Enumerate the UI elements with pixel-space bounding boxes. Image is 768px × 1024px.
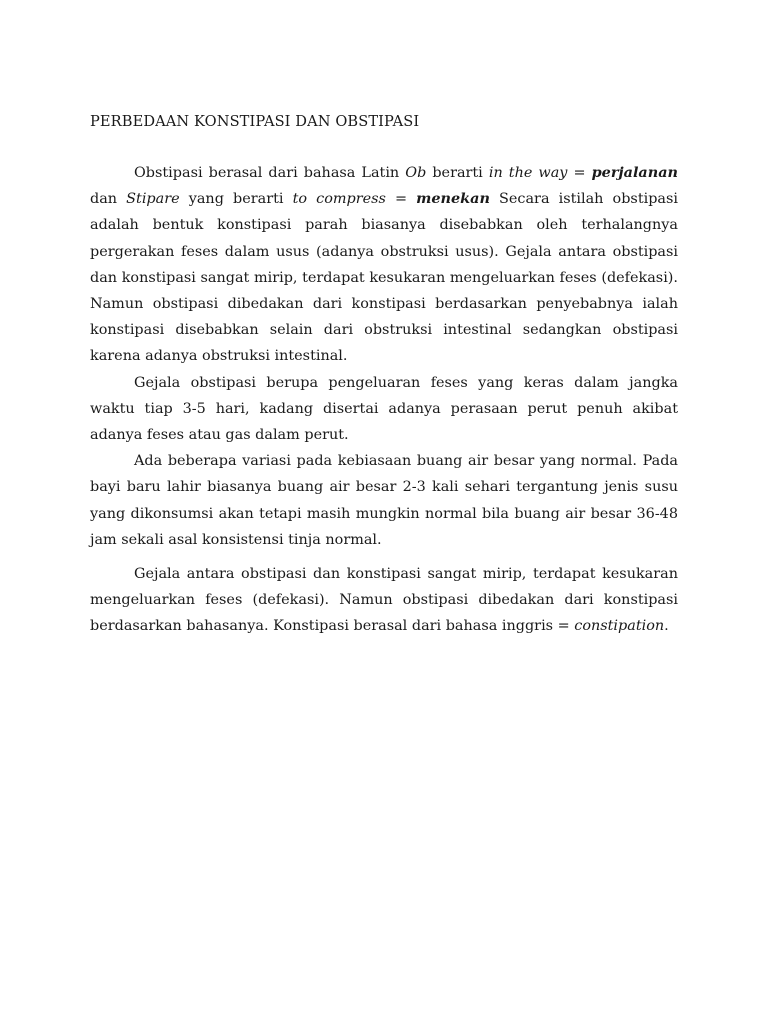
- text-run: Secara istilah obstipasi adalah bentuk konstipasi parah biasanya disebabkan oleh terhalangnya pergerakan feses dalam usus (adanya obstruksi usus). Gejala antara obstipasi dan konstipasi sangat mirip, terdapat kesukaran mengeluarkan feses (defekasi). Namun obstipasi dibedakan dari konstipasi berdasarkan penyebabnya ialah konstipasi disebabkan selain dari obstruksi intestinal sedangkan obstipasi karena adanya obstruksi intestinal.: [90, 191, 678, 365]
- paragraph-variations: [90, 448, 678, 553]
- text-run: Ada beberapa variasi pada kebiasaan buang air besar yang normal. Pada bayi baru lahir biasanya buang air besar 2-3 kali sehari tergantung jenis susu yang dikonsumsi akan tetapi masih mungkin normal bila buang air besar 36-48 jam sekali asal konsistensi tinja normal.: [90, 453, 678, 548]
- text-run: Gejala antara obstipasi dan konstipasi sangat mirip, terdapat kesukaran mengeluarkan feses (defekasi). Namun obstipasi dibedakan dari konstipasi berdasarkan bahasanya. Konstipasi berasal dari bahasa inggris =: [90, 566, 678, 635]
- text-run-bold-italic: menekan: [416, 190, 490, 208]
- text-run: .: [664, 618, 669, 635]
- text-run: =: [567, 165, 592, 181]
- text-run-italic: Ob: [405, 165, 427, 181]
- text-run: =: [385, 191, 417, 208]
- text-run: berarti: [426, 165, 489, 181]
- text-run-italic: constipation: [574, 618, 665, 635]
- text-run-italic: in the way: [488, 165, 568, 181]
- text-run: Obstipasi berasal dari bahasa Latin: [134, 165, 406, 181]
- text-run: Gejala obstipasi berupa pengeluaran feses yang keras dalam jangka waktu tiap 3-5 hari, kadang disertai adanya perasaan perut penuh akibat adanya feses atau gas dalam perut.: [90, 374, 678, 444]
- text-run: dan: [90, 191, 127, 208]
- document-body: [90, 109, 678, 640]
- document-title: PERBEDAAN KONSTIPASI DAN OBSTIPASI: [90, 113, 420, 130]
- text-run-bold-italic: perjalanan: [591, 164, 678, 181]
- paragraph-definition: [90, 160, 678, 370]
- paragraph-difference: [90, 561, 678, 640]
- text-run-italic: Stipare: [126, 191, 180, 208]
- text-run-italic: to compress: [292, 191, 386, 208]
- text-run: yang berarti: [179, 191, 293, 208]
- paragraph-symptoms: [90, 370, 678, 449]
